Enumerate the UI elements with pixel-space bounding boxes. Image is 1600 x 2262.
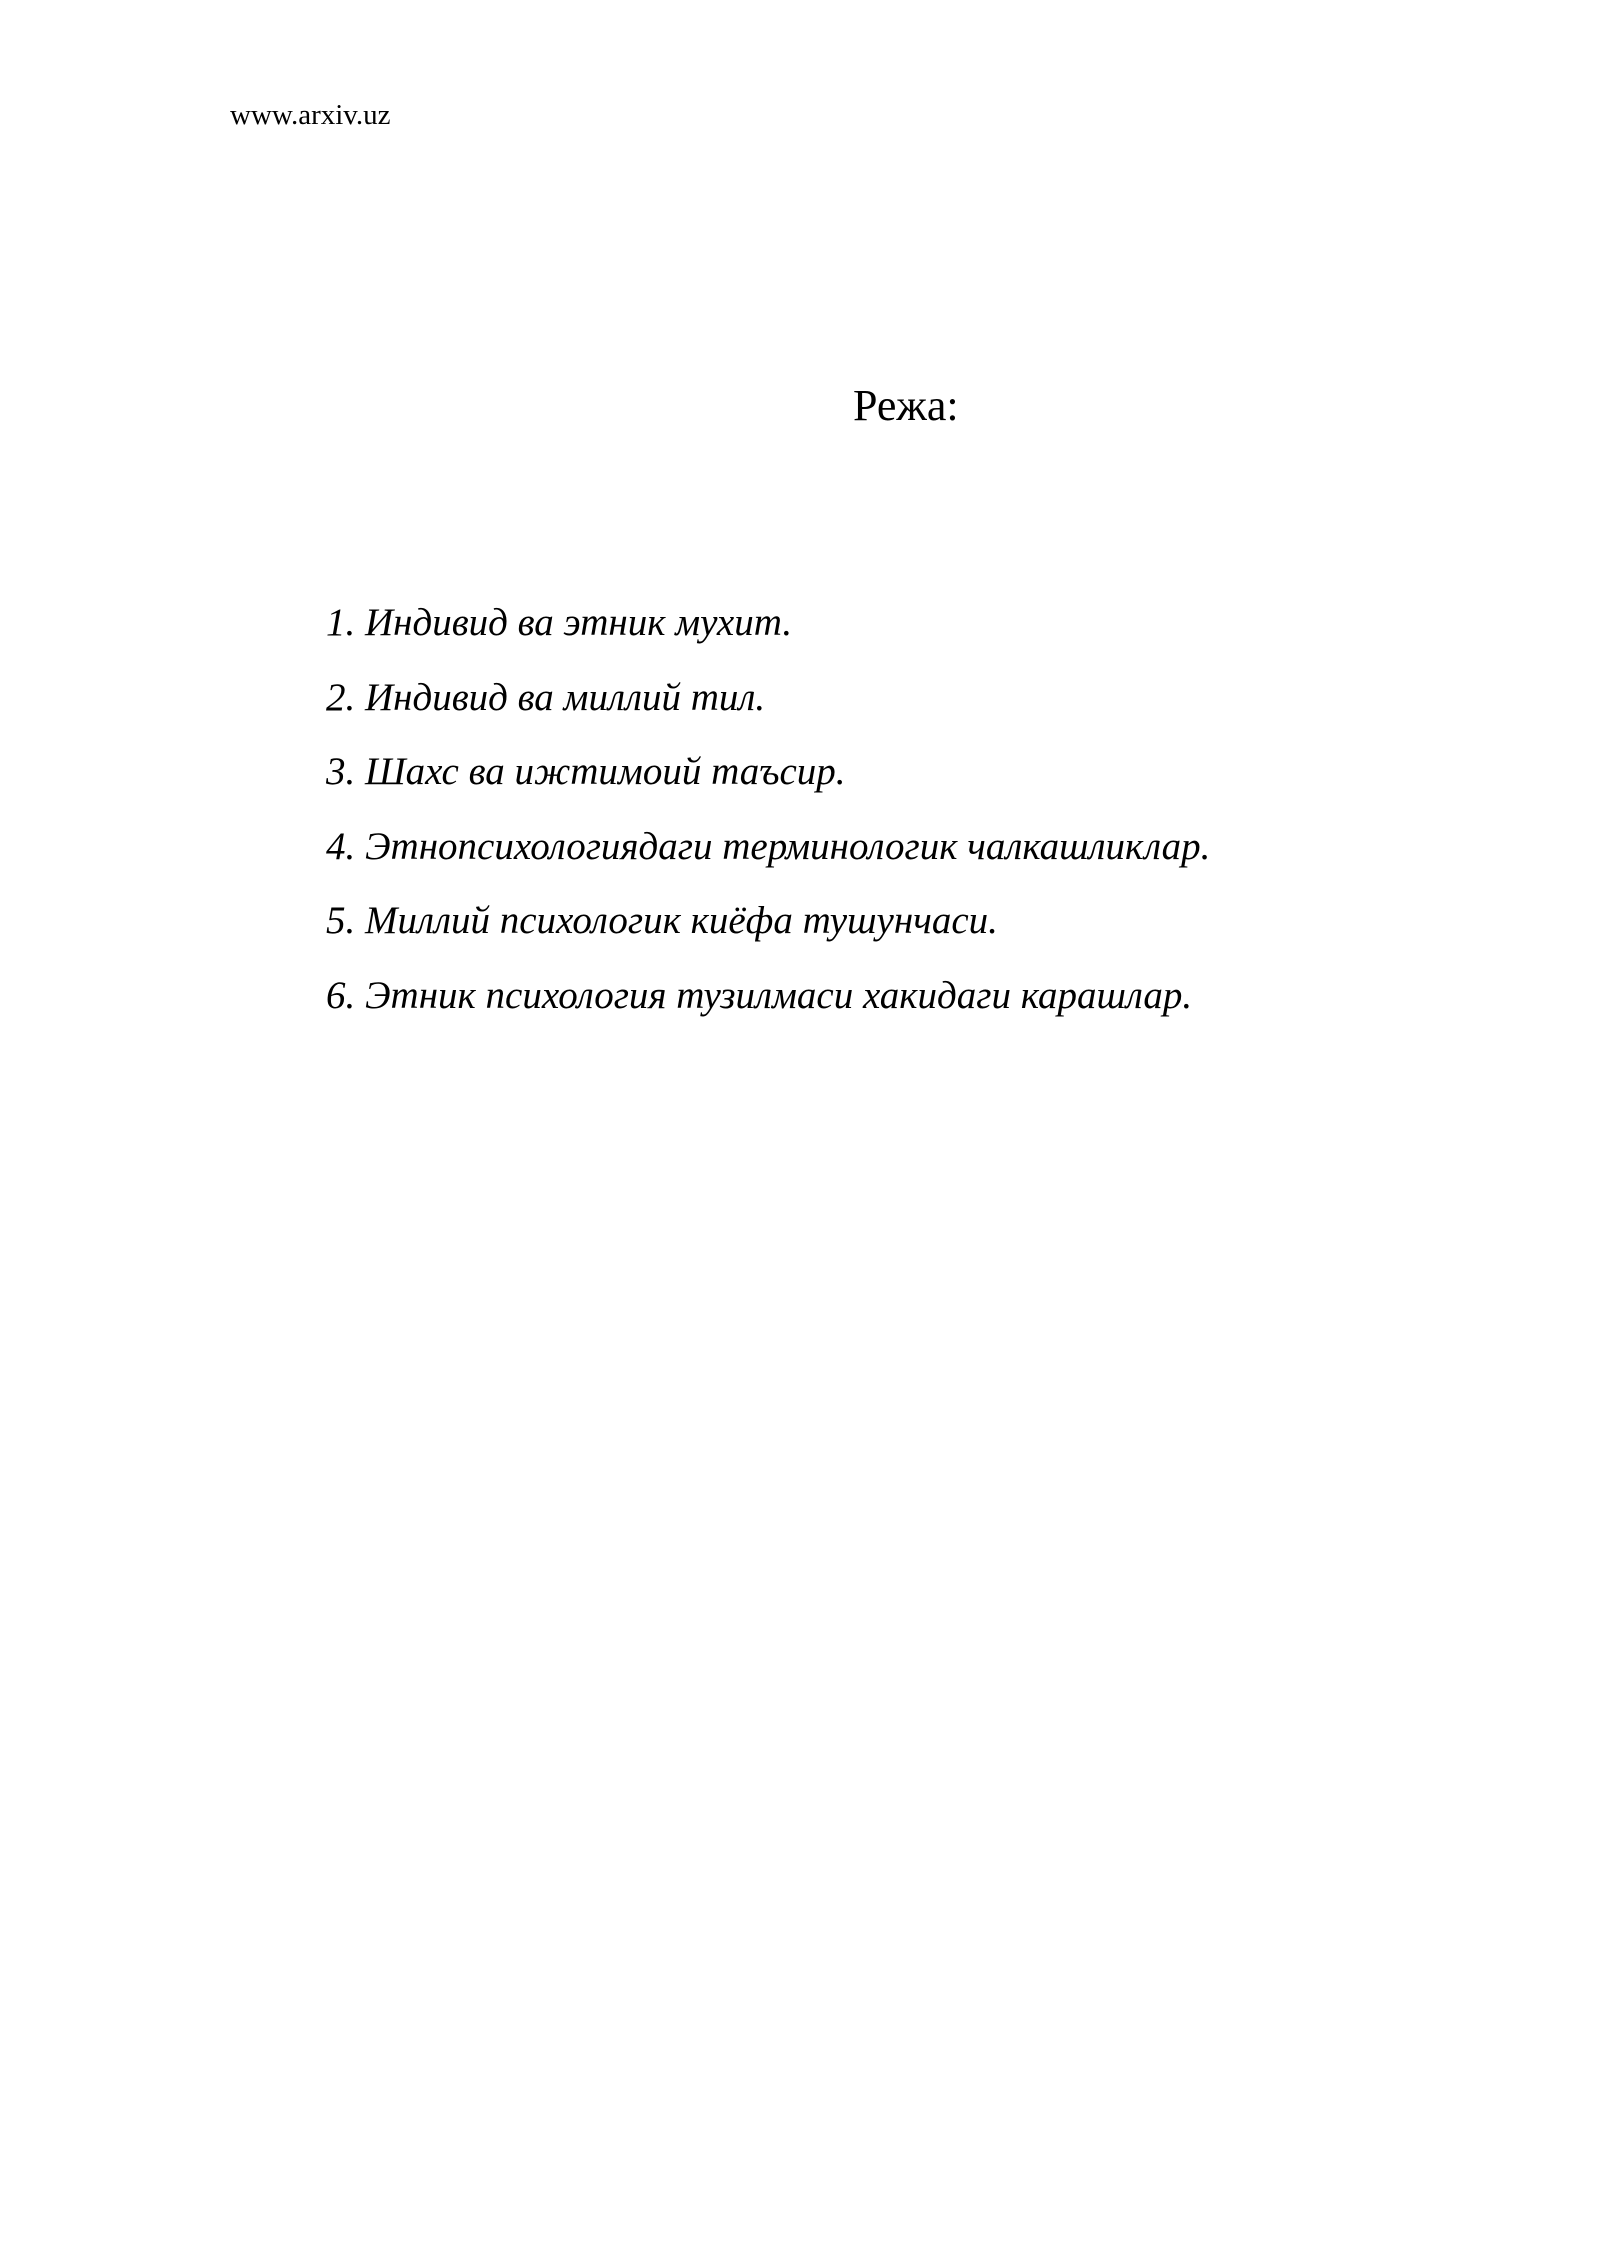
plan-title: Режа: xyxy=(853,381,959,430)
plan-list xyxy=(326,600,1210,1019)
plan-item: 2. Индивид ва миллий тил. xyxy=(326,675,766,719)
plan-item: 5. Миллий психологик киёфа тушунчаси. xyxy=(326,899,998,943)
plan-item: 4. Этнопсихологиядаги терминологик чалкашликлар. xyxy=(326,824,1211,868)
plan-item: 3. Шахс ва ижтимоий таъсир. xyxy=(326,750,846,794)
plan-item: 1. Индивид ва этник мухит. xyxy=(326,601,793,644)
header-site-url: www.arxiv.uz xyxy=(230,99,391,131)
plan-item: 6. Этник психология тузилмаси хакидаги карашлар. xyxy=(326,973,1193,1017)
